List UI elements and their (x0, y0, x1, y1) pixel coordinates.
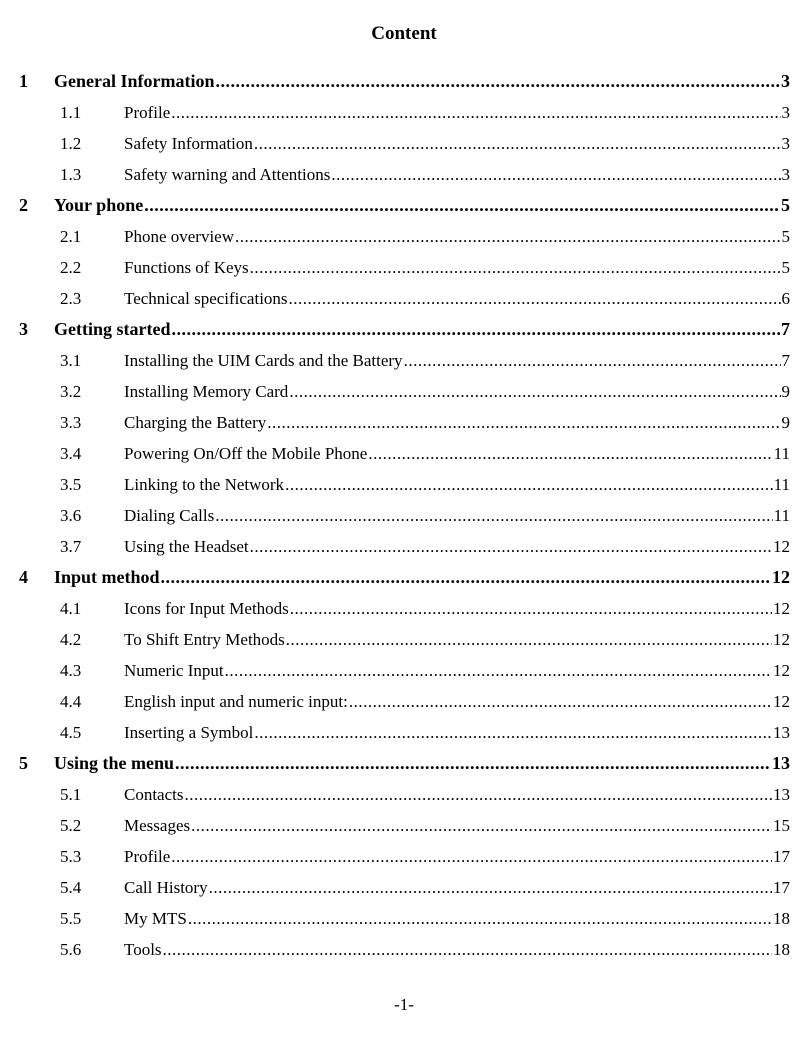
toc-section-entry[interactable] (0, 252, 808, 283)
toc-section-entry[interactable] (0, 376, 808, 407)
toc-entry-number: 3.5 (60, 475, 82, 494)
dot-leader (144, 190, 780, 221)
dot-leader (290, 593, 772, 624)
dot-leader (349, 686, 772, 717)
toc-entry-page-number: 11 (773, 475, 790, 494)
toc-section-entry[interactable] (0, 810, 808, 841)
dot-leader (404, 345, 781, 376)
toc-entry-number: 5.2 (60, 816, 82, 835)
toc-entry-number: 2.2 (60, 258, 82, 277)
toc-entry-page-number: 9 (781, 382, 790, 401)
toc-entry-title: Installing the UIM Cards and the Battery (124, 351, 403, 370)
toc-entry-number: 2.1 (60, 227, 82, 246)
toc-entry-title: Using the menu (54, 753, 175, 773)
dot-leader (331, 159, 780, 190)
toc-entry-page-number: 13 (773, 785, 790, 804)
toc-entry-page-number: 3 (781, 103, 790, 122)
toc-entry-number: 4.5 (60, 723, 82, 742)
toc-entry-number: 4.1 (60, 599, 82, 618)
toc-entry-page-number: 5 (781, 227, 790, 246)
toc-entry-title: To Shift Entry Methods (124, 630, 285, 649)
toc-entry-title: Icons for Input Methods (124, 599, 289, 618)
toc-entry-title: Phone overview (124, 227, 235, 246)
toc-entry-page-number: 7 (781, 351, 790, 370)
toc-entry-number: 3.4 (60, 444, 82, 463)
table-of-contents (0, 66, 808, 965)
toc-entry-title: Installing Memory Card (124, 382, 289, 401)
toc-entry-number: 1.1 (60, 103, 82, 122)
toc-section-entry[interactable] (0, 624, 808, 655)
toc-entry-number: 5 (19, 753, 28, 773)
toc-entry-number: 5.1 (60, 785, 82, 804)
toc-entry-number: 2.3 (60, 289, 82, 308)
toc-entry-title: Technical specifications (124, 289, 288, 308)
toc-entry-title: Inserting a Symbol (124, 723, 254, 742)
toc-entry-page-number: 7 (781, 319, 790, 339)
toc-chapter-entry[interactable] (0, 66, 808, 97)
dot-leader (225, 655, 772, 686)
toc-entry-page-number: 12 (772, 567, 790, 587)
dot-leader (175, 748, 771, 779)
dot-leader (188, 903, 772, 934)
toc-entry-page-number: 3 (781, 71, 790, 91)
toc-entry-page-number: 9 (781, 413, 790, 432)
toc-section-entry[interactable] (0, 159, 808, 190)
toc-entry-title: Messages (124, 816, 191, 835)
toc-entry-page-number: 17 (773, 847, 790, 866)
toc-entry-number: 1.3 (60, 165, 82, 184)
toc-entry-number: 2 (19, 195, 28, 215)
toc-section-entry[interactable] (0, 903, 808, 934)
toc-entry-title: Dialing Calls (124, 506, 215, 525)
toc-entry-page-number: 11 (773, 506, 790, 525)
toc-entry-page-number: 5 (781, 195, 790, 215)
dot-leader (215, 66, 780, 97)
toc-section-entry[interactable] (0, 469, 808, 500)
dot-leader (185, 779, 773, 810)
toc-section-entry[interactable] (0, 97, 808, 128)
toc-entry-page-number: 3 (781, 165, 790, 184)
dot-leader (267, 407, 780, 438)
dot-leader (254, 717, 772, 748)
toc-entry-title: Safety warning and Attentions (124, 165, 331, 184)
dot-leader (285, 469, 773, 500)
toc-entry-number: 4.3 (60, 661, 82, 680)
toc-section-entry[interactable] (0, 283, 808, 314)
toc-entry-page-number: 17 (773, 878, 790, 897)
dot-leader (171, 97, 780, 128)
toc-entry-page-number: 11 (773, 444, 790, 463)
toc-entry-title: Tools (124, 940, 162, 959)
toc-entry-title: Safety Information (124, 134, 253, 153)
toc-entry-page-number: 12 (773, 630, 790, 649)
toc-entry-title: Profile (124, 103, 171, 122)
toc-entry-page-number: 13 (773, 723, 790, 742)
toc-entry-page-number: 6 (781, 289, 790, 308)
dot-leader (163, 934, 772, 965)
toc-chapter-entry[interactable] (0, 748, 808, 779)
dot-leader (289, 283, 781, 314)
dot-leader (250, 252, 781, 283)
toc-entry-page-number: 18 (773, 940, 790, 959)
toc-entry-number: 3.7 (60, 537, 82, 556)
toc-section-entry[interactable] (0, 655, 808, 686)
toc-entry-title: Functions of Keys (124, 258, 249, 277)
toc-entry-title: Charging the Battery (124, 413, 267, 432)
toc-section-entry[interactable] (0, 686, 808, 717)
toc-chapter-entry[interactable] (0, 562, 808, 593)
toc-section-entry[interactable] (0, 345, 808, 376)
toc-entry-number: 4.4 (60, 692, 82, 711)
toc-section-entry[interactable] (0, 221, 808, 252)
toc-chapter-entry[interactable] (0, 190, 808, 221)
toc-entry-page-number: 12 (773, 537, 790, 556)
toc-entry-page-number: 18 (773, 909, 790, 928)
toc-entry-number: 3.6 (60, 506, 82, 525)
toc-entry-title: Using the Headset (124, 537, 249, 556)
toc-chapter-entry[interactable] (0, 314, 808, 345)
toc-entry-number: 4 (19, 567, 28, 587)
toc-entry-title: English input and numeric input: (124, 692, 348, 711)
toc-entry-page-number: 13 (772, 753, 790, 773)
toc-entry-number: 3.3 (60, 413, 82, 432)
page-number-footer: -1- (394, 995, 414, 1014)
toc-section-entry[interactable] (0, 128, 808, 159)
toc-entry-title: Numeric Input (124, 661, 224, 680)
toc-section-entry[interactable] (0, 593, 808, 624)
toc-section-entry[interactable] (0, 717, 808, 748)
toc-entry-number: 5.6 (60, 940, 82, 959)
toc-entry-page-number: 5 (781, 258, 790, 277)
toc-entry-title: Contacts (124, 785, 184, 804)
toc-section-entry[interactable] (0, 934, 808, 965)
toc-entry-number: 5.5 (60, 909, 82, 928)
toc-section-entry[interactable] (0, 407, 808, 438)
dot-leader (171, 841, 772, 872)
toc-entry-title: Linking to the Network (124, 475, 285, 494)
toc-entry-title: Powering On/Off the Mobile Phone (124, 444, 368, 463)
toc-entry-number: 4.2 (60, 630, 82, 649)
page-title: Content (371, 23, 437, 44)
toc-entry-number: 3 (19, 319, 28, 339)
toc-section-entry[interactable] (0, 779, 808, 810)
toc-entry-title: Your phone (54, 195, 144, 215)
toc-entry-page-number: 3 (781, 134, 790, 153)
toc-entry-page-number: 12 (773, 692, 790, 711)
dot-leader (368, 438, 772, 469)
toc-entry-title: Profile (124, 847, 171, 866)
toc-section-entry[interactable] (0, 531, 808, 562)
dot-leader (161, 562, 771, 593)
toc-entry-page-number: 12 (773, 661, 790, 680)
toc-entry-title: Input method (54, 567, 160, 587)
toc-entry-title: General Information (54, 71, 215, 91)
toc-entry-page-number: 12 (773, 599, 790, 618)
toc-section-entry[interactable] (0, 500, 808, 531)
toc-section-entry[interactable] (0, 438, 808, 469)
dot-leader (286, 624, 772, 655)
toc-entry-title: Call History (124, 878, 208, 897)
dot-leader (250, 531, 772, 562)
dot-leader (171, 314, 780, 345)
toc-section-entry[interactable] (0, 872, 808, 903)
toc-entry-page-number: 15 (773, 816, 790, 835)
toc-entry-number: 3.2 (60, 382, 82, 401)
toc-entry-title: My MTS (124, 909, 187, 928)
toc-entry-number: 1 (19, 71, 28, 91)
toc-section-entry[interactable] (0, 841, 808, 872)
toc-entry-number: 5.4 (60, 878, 82, 897)
dot-leader (209, 872, 772, 903)
dot-leader (235, 221, 780, 252)
dot-leader (191, 810, 772, 841)
dot-leader (254, 128, 781, 159)
toc-entry-number: 3.1 (60, 351, 82, 370)
toc-entry-title: Getting started (54, 319, 171, 339)
toc-entry-number: 5.3 (60, 847, 82, 866)
dot-leader (289, 376, 780, 407)
toc-entry-number: 1.2 (60, 134, 82, 153)
dot-leader (215, 500, 772, 531)
